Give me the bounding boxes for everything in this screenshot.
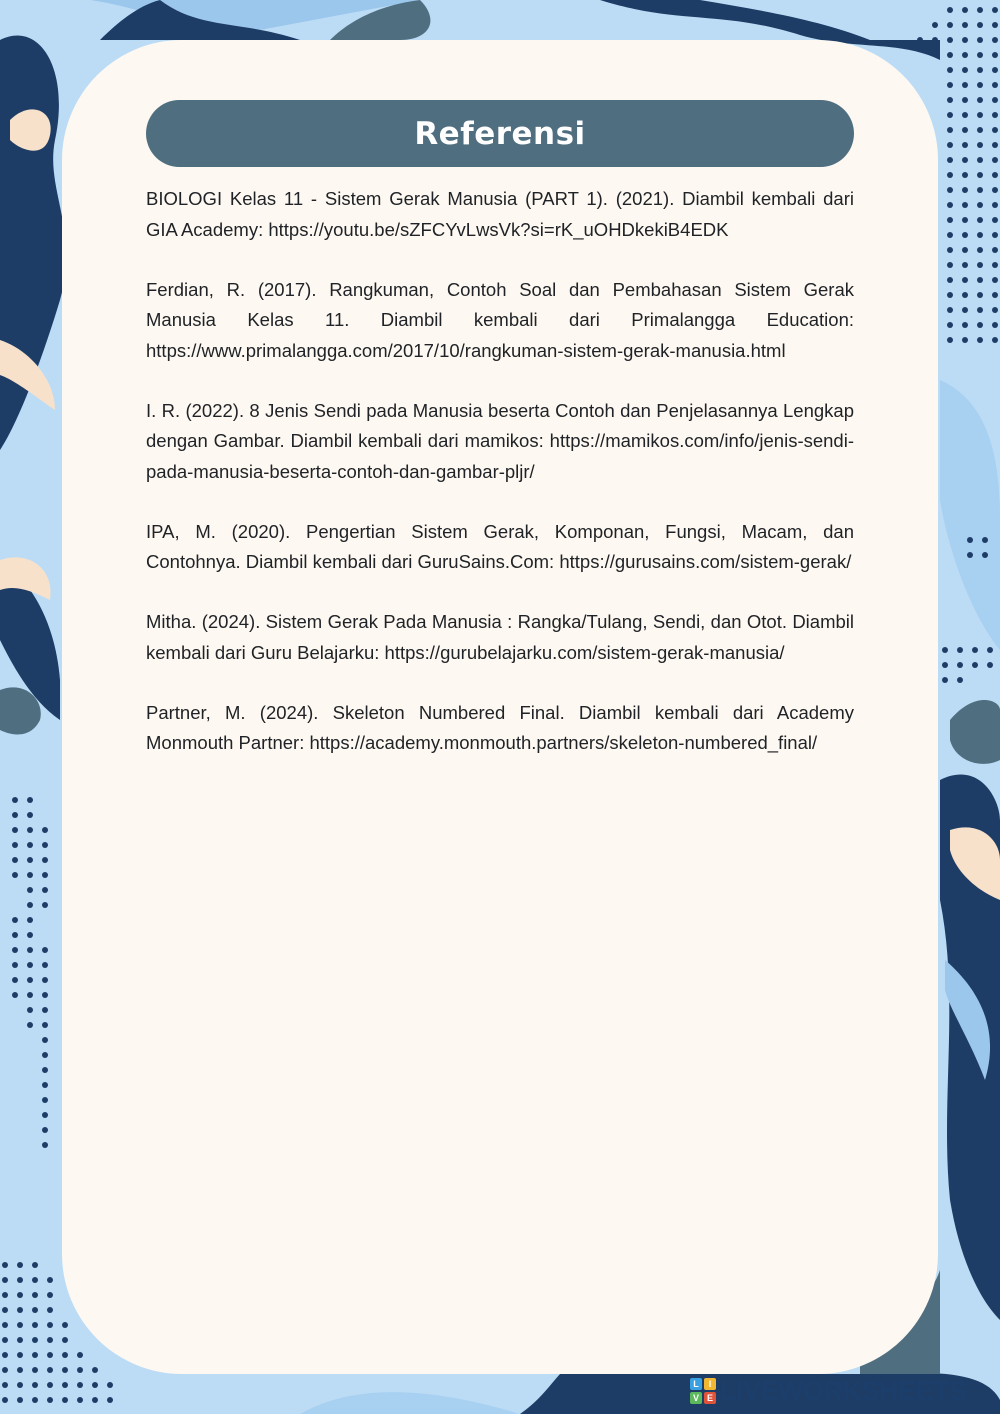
logo-letter: I	[704, 1378, 716, 1390]
reference-item: Mitha. (2024). Sistem Gerak Pada Manusia : Rangka/Tulang, Sendi, dan Otot. Diambil kembali dari Guru Belajarku: https://gurubelajarku.com/sistem-gerak-manusia/	[146, 611, 854, 663]
light-blob-bottom	[300, 1392, 520, 1414]
liveworksheets-icon	[690, 1378, 716, 1404]
cream-accent-left-1	[10, 109, 51, 150]
title-banner	[146, 100, 854, 167]
page-title: Referensi	[414, 115, 586, 152]
logo-letter: V	[690, 1392, 702, 1404]
reference-item: I. R. (2022). 8 Jenis Sendi pada Manusia beserta Contoh dan Penjelasannya Lengkap dengan Gambar. Diambil kembali dari mamikos: https://mamikos.com/info/jenis-sendi-pada-manusia-beserta-contoh-dan-gambar-pljr/	[146, 399, 854, 482]
logo-letter: E	[704, 1392, 716, 1404]
light-blob-right	[940, 380, 1000, 650]
reference-item: IPA, M. (2020). Pengertian Sistem Gerak, Komponan, Fungsi, Macam, dan Contohnya. Diambil kembali dari GuruSains.Com: https://gurusains.com/sistem-gerak/	[146, 520, 854, 572]
reference-list	[146, 184, 854, 788]
liveworksheets-wordmark: LIVEWORKSHEETS	[720, 1375, 967, 1406]
liveworksheets-logo	[690, 1374, 967, 1408]
reference-item: Ferdian, R. (2017). Rangkuman, Contoh Soal dan Pembahasan Sistem Gerak Manusia Kelas 11. Diambil kembali dari Primalangga Education: https://www.primalangga.com/2017/10/rangkuman-sistem-gerak-manusia.html	[146, 278, 854, 361]
reference-item: BIOLOGI Kelas 11 - Sistem Gerak Manusia (PART 1). (2021). Diambil kembali dari GIA Academy: https://youtu.be/sZFCYvLwsVk?si=rK_uOHDkekiB4EDK	[146, 188, 854, 240]
logo-letter: L	[690, 1378, 702, 1390]
reference-item: Partner, M. (2024). Skeleton Numbered Final. Diambil kembali dari Academy Monmouth Partner: https://academy.monmouth.partners/skeleton-numbered_final/	[146, 701, 854, 753]
slate-blob-right	[950, 700, 1000, 764]
